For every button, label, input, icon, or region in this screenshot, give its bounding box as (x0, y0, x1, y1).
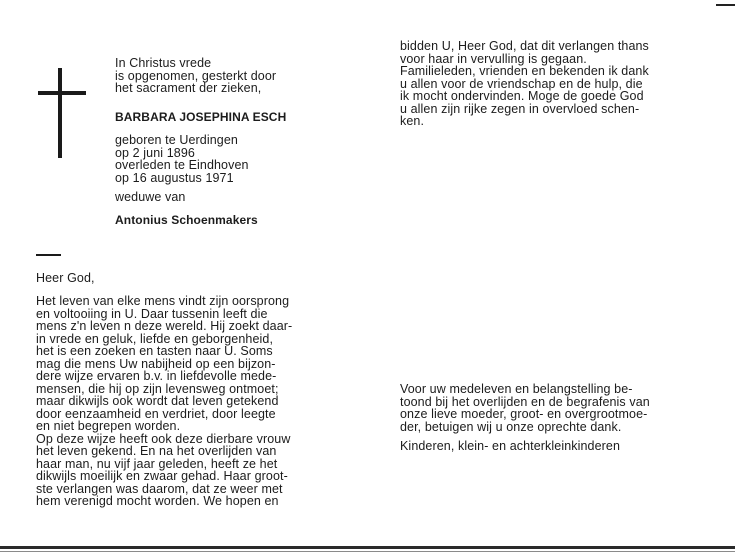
card-edge-shadow (0, 551, 735, 552)
prayer-continuation: bidden U, Heer God, dat dit verlangen thans voor haar in vervulling is gegaan. Familieleden, vrienden en bekenden ik dank u allen voor de vriendschap en de hulp, die ik mocht ondervinden. Moge de goede God u allen zijn rijke zegen in overvloed schen- ken. (400, 39, 649, 128)
prayer-text: Het leven van elke mens vindt zijn oorsprong en voltooiing in U. Daar tussenin leeft die mens z'n leven n deze wereld. Hij zoekt daar- in vrede en geluk, liefde en geborgenheid, het is een zoeken en tasten naar U. Soms mag die mens Uw nabijheid op een bijzon- dere wijze ervaren b.v. in liefdevolle mede- mensen, die hij op zijn levensweg ontmoet; maar dikwijls ook wordt dat leven getekend door eenzaamheid en verdriet, door leegte en niet begrepen worden. Op deze wijze heeft ook deze dierbare vrouw het leven gekend. En na het overlijden van haar man, nu vijf jaar geleden, heeft ze het dikwijls moeilijk en zwaar gehad. Haar groot- ste verlangen was daarom, dat ze weer met hem verenigd mocht worden. We hopen en (36, 294, 293, 508)
widow-label: weduwe van (115, 190, 186, 204)
card-edge-top (716, 4, 735, 6)
thanks-text: Voor uw medeleven en belangstelling be- toond bij het overlijden en de begrafenis van onze lieve moeder, groot- en overgrootmoe- der, betuigen wij u onze oprechte dank. (400, 382, 650, 434)
deceased-name: BARBARA JOSEPHINA ESCH (115, 110, 287, 124)
family-signature: Kinderen, klein- en achterkleinkinderen (400, 439, 621, 453)
husband-name: Antonius Schoenmakers (115, 213, 258, 227)
birth-death-dates: geboren te Uerdingen op 2 juni 1896 overleden te Eindhoven op 16 augustus 1971 (115, 133, 249, 185)
prayer-greeting: Heer God, (36, 271, 95, 285)
card-edge-bottom (0, 546, 735, 549)
separator-dash (36, 254, 61, 256)
intro-text: In Christus vrede is opgenomen, gesterkt door het sacrament der zieken, (115, 56, 277, 95)
